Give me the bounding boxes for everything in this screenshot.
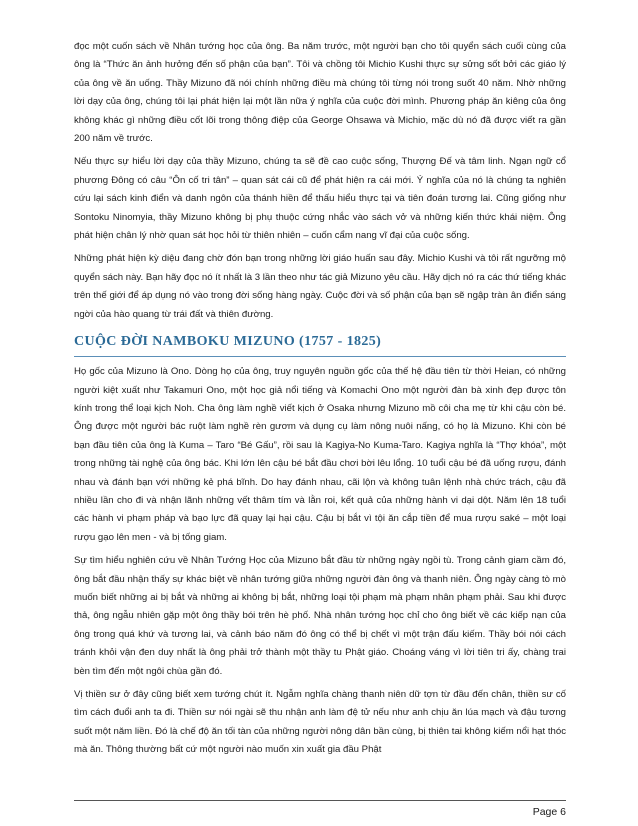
footer-divider: [74, 800, 566, 801]
section-heading: CUỘC ĐỜI NAMBOKU MIZUNO (1757 - 1825): [74, 334, 382, 350]
section-paragraph-2: Sự tìm hiểu nghiên cứu về Nhân Tướng Học của Mizuno bắt đầu từ những ngày ngồi tù. Trong cảnh giam cầm đó, ông bắt đầu nhận thấy sự khác biệt về nhân tướng giữa những người đàn ông và thanh niên. Ông ngày càng tò mò muốn biết những ai bị bắt và những ai không bị bắt, những loại tội phạm mà phạm nhân phạm phải. Sau khi được thả, ông ngẫu nhiên gặp một ông thầy bói trên hè phố. Nhà nhân tướng học chỉ cho ông biết về các kiếp nạn của ông trong quá khứ và tương lai, và cảnh báo năm đó ông có thể bị chết vì một trận đấu kiếm. Thầy bói nói cách tránh khỏi vận đen duy nhất là ông phải trở thành một thầy tu Phật giáo. Choáng váng vì lời tiên tri ấy, chàng trai bèn tìm đến một ngôi chùa gần đó.: [74, 555, 566, 677]
page-number: Page 6: [532, 806, 566, 818]
intro-paragraph-2: Nếu thực sự hiểu lời dạy của thầy Mizuno, chúng ta sẽ đề cao cuộc sống, Thượng Đế và tâm linh. Ngạn ngữ cổ phương Đông có câu “Ôn cố tri tân” – quan sát cái cũ để phát hiện ra cái mới. Ý nghĩa của nó là chúng ta nghiên cứu lại sách kinh điển và danh ngôn của thánh hiền để thấu hiểu thực tại và tiên đoán tương lai. Cũng giống như Sontoku Ninomyia, thầy Mizuno không bị phụ thuộc cứng nhắc vào sách vở và những kiến thức khái niệm. Ông phát hiện chân lý nhờ quan sát học hỏi từ thiên nhiên – cuốn cẩm nang vĩ đại của cuộc sống.: [74, 156, 566, 242]
page-footer: [74, 800, 566, 818]
heading-divider: [74, 356, 566, 357]
document-page: [74, 38, 566, 788]
section-paragraph-3: Vị thiền sư ở đây cũng biết xem tướng chút ít. Ngẫm nghĩa chàng thanh niên dữ tợn từ đầu đến chân, thiền sư cố tìm cách đuổi anh ta đi. Thiền sư nói ngài sẽ thu nhận anh làm đệ tử nếu như anh chịu ăn lúa mạch và đậu tương suốt một năm liền. Đó là chế độ ăn tối tàn của những người nông dân bần cùng, bị thiên tai không kiếm nổi hạt thóc mà ăn. Thông thường bất cứ một người nào muốn xin xuất gia đầu Phật: [74, 689, 566, 756]
intro-paragraph-3: Những phát hiện kỳ diệu đang chờ đón bạn trong những lời giáo huấn sau đây. Michio Kushi và tôi rất ngưỡng mộ quyển sách này. Bạn hãy đọc nó ít nhất là 3 lần theo như tác giả Mizuno yêu cầu. Hãy dịch nó ra các thứ tiếng khác trên thế giới để áp dụng nó vào trong đời sống hàng ngày. Cuộc đời và số phận của bạn sẽ ngập tràn ân điển sáng ngời của hào quang từ trái đất và thiên đường.: [74, 253, 566, 320]
intro-paragraph-1: đọc một cuốn sách về Nhân tướng học của ông. Ba năm trước, một người bạn cho tôi quyển sách cuối cùng của ông là “Thức ăn ảnh hưởng đến số phận của bạn”. Tôi và chồng tôi Michio Kushi thực sự sửng sốt bởi các giáo lý của ông về ăn uống. Thầy Mizuno đã nói chính những điều mà chúng tôi từng nói trong suốt 40 năm. Nhờ những lời dạy của ông, chúng tôi lại phát hiện lại một lần nữa ý nghĩa của cuộc đời mình. Phương pháp ăn kiêng của ông không khác gì những điều cốt lõi trong thông điệp của George Ohsawa và Michio, mặc dù nó đã được viết ra gần 200 năm về trước.: [74, 41, 566, 145]
section-paragraph-1: Họ gốc của Mizuno là Ono. Dòng họ của ông, truy nguyên nguồn gốc của thế hệ đầu tiên từ thời Heian, có những người kiệt xuất như Takamuri Ono, một học giả nổi tiếng và Komachi Ono một người đàn bà xinh đẹp được tôn kính trong thể loại kịch Noh. Cha ông làm nghề viết kịch ở Osaka nhưng Mizuno mồ côi cha mẹ từ khi cậu còn bé. Ông được một người bác ruột làm nghề rèn gươm và dụng cụ làm nông nuôi nấng, có họ là Mizuno. Khi còn bé bạn đầu tiên của ông là Kuma – Taro “Bé Gấu”, rồi sau là Kagiya-No Kuma-Taro. Kagiya nghĩa là “Thợ khóa”, một trong những tài nghệ của ông bác. Khi lớn lên cậu bé bắt đầu chơi bời lêu lổng. 10 tuổi cậu bé đã uống rượu, đánh nhau và đánh bạn với những kẻ phá bĩnh. Do hay đánh nhau, cãi lộn và không tuân lệnh nhà chức trách, cậu đã nhiều lần cho đi và nhận lãnh những vết thâm tím và lằn roi, kết quả của những hành vi dại dột. Năm lên 18 tuổi các hành vi phạm pháp và bạo lực đã quay lại hại cậu. Cậu bị bắt vì tội ăn cắp tiền để mua rượu saké – một loại rượu gạo lên men - và bị tống giam.: [74, 366, 566, 543]
